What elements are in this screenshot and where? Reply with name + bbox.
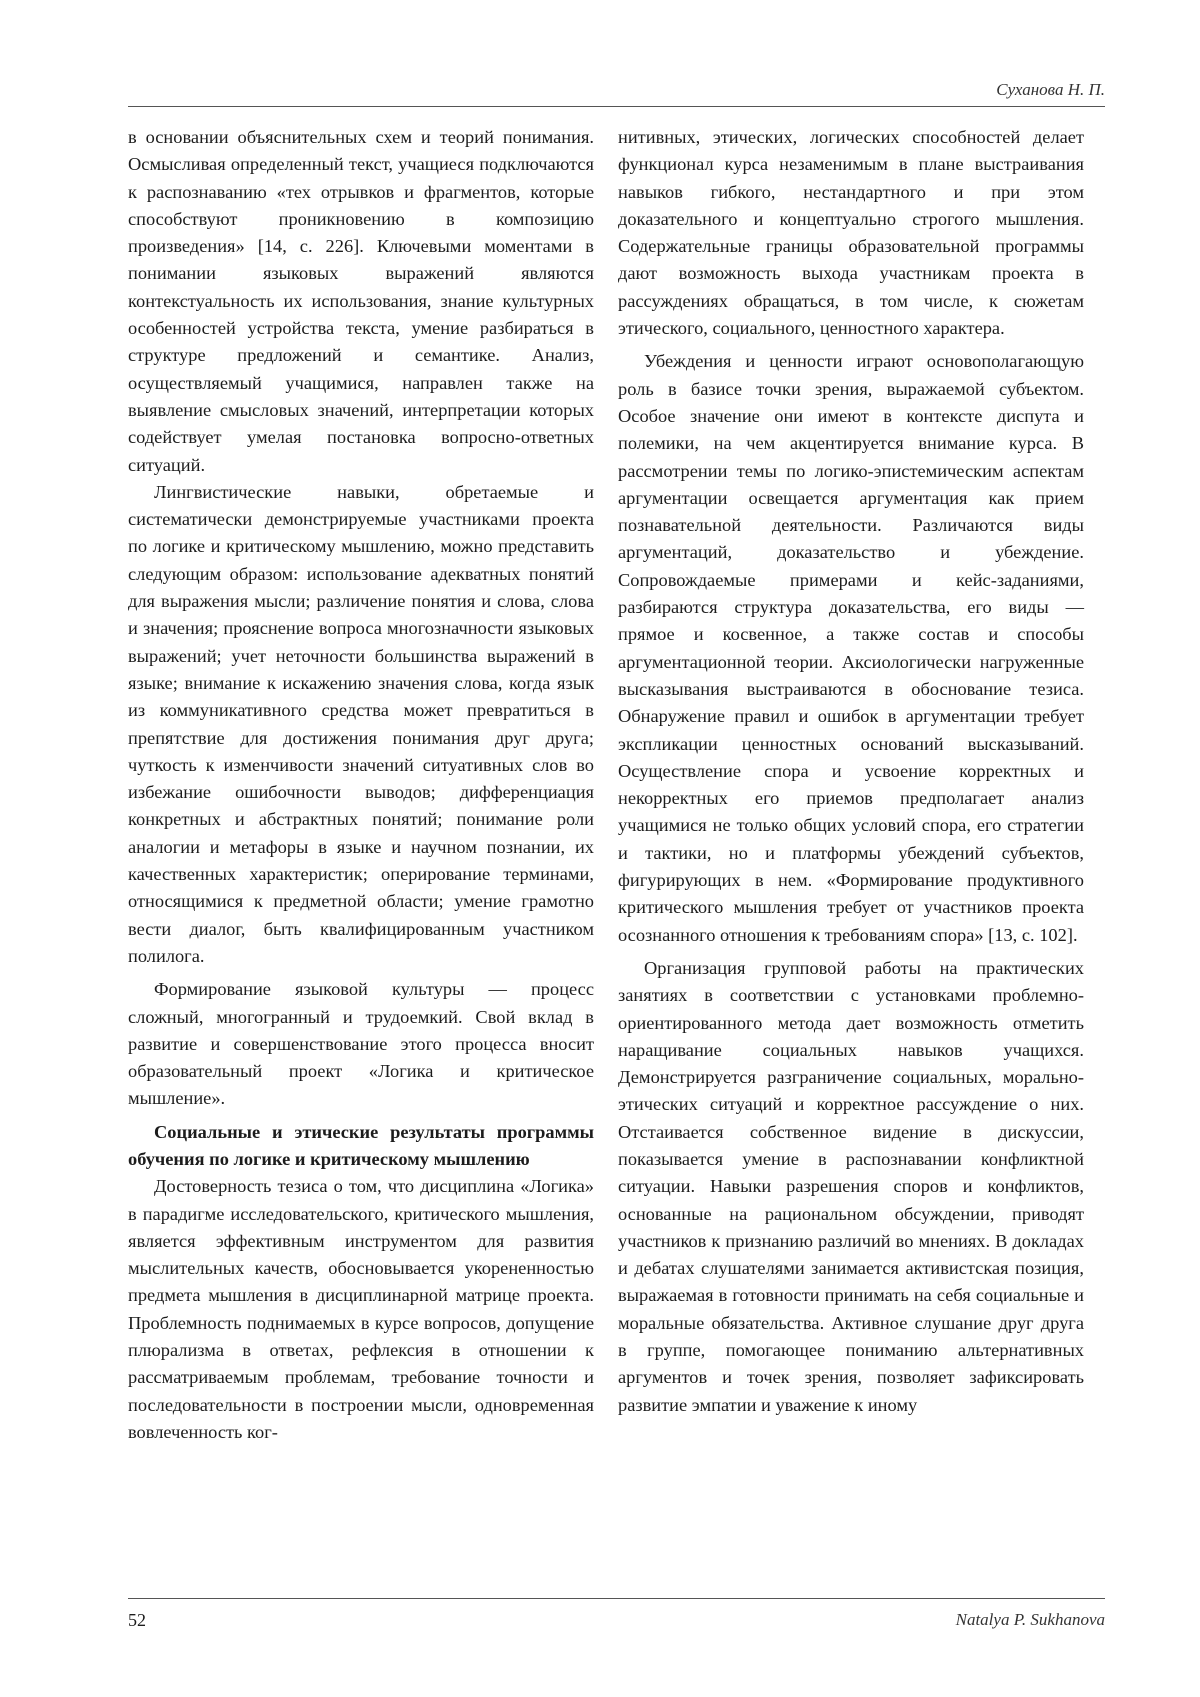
left-paragraph-3: Формирование языковой культуры — процесс сложный, многогранный и трудоемкий. Свой вклад в развитие и совершенствование этого процесса вносит образовательный проект «Логика и критическое мышление».	[128, 979, 594, 1109]
footer-author: Natalya P. Sukhanova	[955, 1610, 1105, 1629]
left-column	[128, 124, 594, 1446]
footer-rule	[128, 1598, 1105, 1599]
right-column	[618, 124, 1084, 1419]
running-header	[128, 80, 1105, 104]
header-rule	[128, 106, 1105, 107]
left-paragraph-1: в основании объяснительных схем и теорий понимания. Осмысливая определенный текст, учащиеся подключаются к распознаванию «тех отрывков и фрагментов, которые способствуют проникновению в композицию произведения» [14, с. 226]. Ключевыми моментами в понимании языковых выражений являются контекстуальность их использования, знание культурных особенностей устройства текста, умение разбираться в структуре предложений и семантике. Анализ, осуществляемый учащимися, направлен также на выявление смысловых значений, интерпретации которых содействует умелая постановка вопросно-ответных ситуаций.	[128, 127, 594, 475]
right-paragraph-3: Организация групповой работы на практических занятиях в соответствии с установками проблемно-ориентированного метода дает возможность отметить наращивание социальных навыков учащихся. Демонстрируется разграничение социальных, морально-этических ситуаций и корректное рассуждение о них. Отстаивается собственное видение в дискуссии, показывается умение в распознавании конфликтной ситуации. Навыки разрешения споров и конфликтов, основанные на рациональном обсуждении, приводят участников к признанию различий во мнениях. В докладах и дебатах слушателями занимается активистская позиция, выражаемая в готовности принимать на себя социальные и моральные обязательства. Активное слушание друг друга в группе, помогающее пониманию альтернативных аргументов и точек зрения, позволяет зафиксировать развитие эмпатии и уважение к иному	[618, 957, 1084, 1415]
left-paragraph-4: Достоверность тезиса о том, что дисциплина «Логика» в парадигме исследовательского, критического мышления, является эффективным инструментом для развития мыслительных качеств, обосновывается укорененностью предмета мышления в дисциплинарной матрице проекта. Проблемность поднимаемых в курсе вопросов, допущение плюрализма в ответах, рефлексия в отношении к рассматриваемым проблемам, требование точности и последовательности в построении мысли, одновременная вовлеченность ког-	[128, 1176, 594, 1442]
running-footer	[128, 1610, 1105, 1634]
left-paragraph-2: Лингвистические навыки, обретаемые и систематически демонстрируемые участниками проекта по логике и критическому мышлению, можно представить следующим образом: использование адекватных понятий для выражения мысли; различение понятия и слова, слова и значения; прояснение вопроса многозначности языковых выражений; учет неточности большинства выражений в языке; внимание к искажению значения слова, когда язык из коммуникативного средства может превратиться в препятствие для достижения понимания друг друга; чуткость к изменчивости значений ситуативных слов во избежание ошибочности выводов; дифференциация конкретных и абстрактных понятий; понимание роли аналогии и метафоры в языке и научном познании, их качественных характеристик; оперирование терминами, относящимися к предметной области; умение грамотно вести диалог, быть квалифицированным участником полилога.	[128, 481, 594, 966]
right-paragraph-2: Убеждения и ценности играют основополагающую роль в базисе точки зрения, выражаемой субъектом. Особое значение они имеют в контексте диспута и полемики, на чем акцентируется внимание курса. В рассмотрении темы по логико-эпистемическим аспектам аргументации освещается аргументация как прием познавательной деятельности. Различаются виды аргументаций, доказательство и убеждение. Сопровождаемые примерами и кейс-заданиями, разбираются структура доказательства, его виды — прямое и косвенное, а также состав и способы аргументационной теории. Аксиологически нагруженные высказывания выстраиваются в обоснование тезиса. Обнаружение правил и ошибок в аргументации требует экспликации ценностных оснований высказываний. Осуществление спора и усвоение корректных и некорректных его приемов предполагает анализ учащимися не только общих условий спора, его стратегии и тактики, но и платформы убеждений субъектов, фигурирующих в нем. «Формирование продуктивного критического мышления требует от участников проекта осознанного отношения к требованиям спора» [13, с. 102].	[618, 351, 1084, 945]
page-number: 52	[128, 1610, 146, 1630]
header-author: Суханова Н. П.	[996, 80, 1105, 99]
right-paragraph-1: нитивных, этических, логических способностей делает функционал курса незаменимым в плане выстраивания навыков гибкого, нестандартного и при этом доказательного и концептуально строгого мышления. Содержательные границы образовательной программы дают возможность выхода участникам проекта в рассуждениях обращаться, в том числе, к сюжетам этического, социального, ценностного характера.	[618, 127, 1084, 339]
section-heading: Социальные и этические результаты программы обучения по логике и критическому мышлению	[128, 1121, 594, 1169]
